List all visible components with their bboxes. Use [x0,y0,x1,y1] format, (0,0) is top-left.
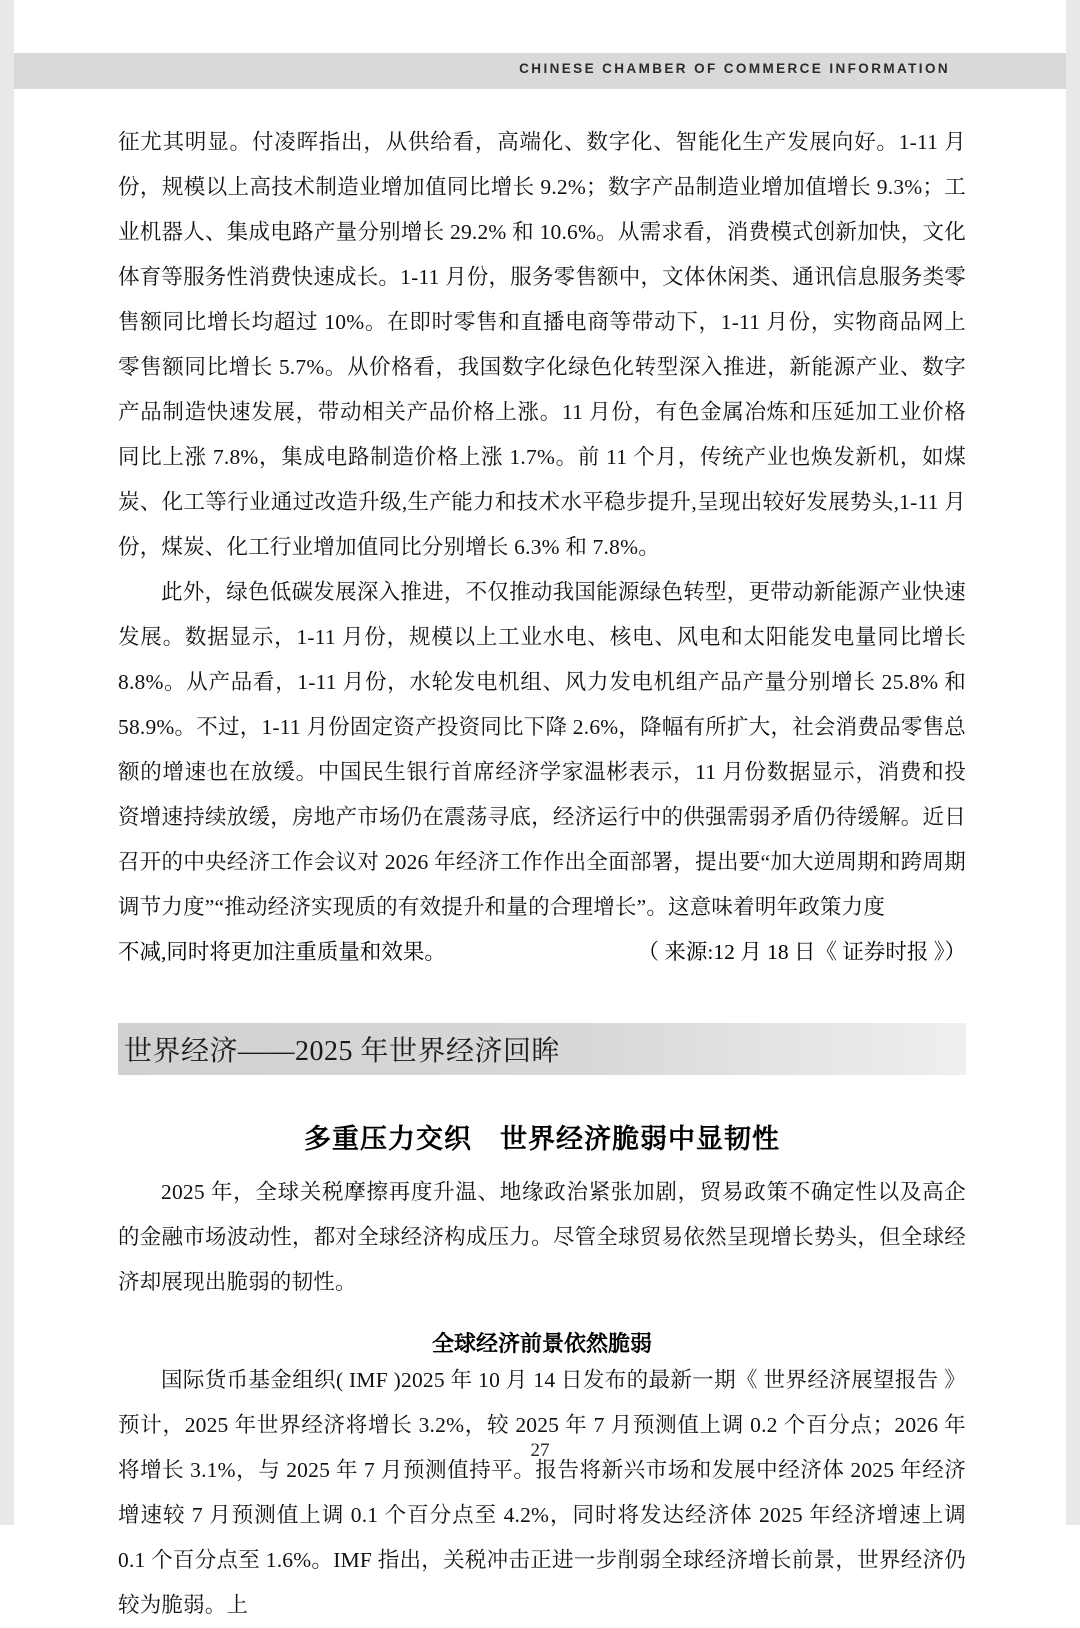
source-attribution: （ 来源:12 月 18 日《 证券时报 》） [637,940,966,964]
paragraph-2-tail: 不减,同时将更加注重质量和效果。 [118,940,446,964]
running-head: CHINESE CHAMBER OF COMMERCE INFORMATION [519,61,950,76]
left-margin-bar [0,0,14,1525]
page-number: 27 [530,1440,550,1461]
section-banner-title: 世界经济——2025 年世界经济回眸 [124,1036,561,1067]
source-line-row [118,930,966,975]
continued-paragraph-2: 此外，绿色低碳发展深入推进，不仅推动我国能源绿色转型，更带动新能源产业快速发展。数据显示，1-11 月份，规模以上工业水电、核电、风电和太阳能发电量同比增长 8.8%。从产品看，1-11 月份，水轮发电机组、风力发电机组产品产量分别增长 25.8% 和 58.9%。不过，1-11 月份固定资产投资同比下降 2.6%，降幅有所扩大，社会消费品零售总额的增速也在放缓。中国民生银行首席经济学家温彬表示，11 月份数据显示，消费和投资增速持续放缓，房地产市场仍在震荡寻底，经济运行中的供强需弱矛盾仍待缓解。近日召开的中央经济工作会议对 2026 年经济工作作出全面部署，提出要“加大逆周期和跨周期调节力度”“推动经济实现质的有效提升和量的合理增长”。这意味着明年政策力度 [118,580,966,919]
page-content [118,120,966,1628]
continued-paragraph-1: 征尤其明显。付凌晖指出，从供给看，高端化、数字化、智能化生产发展向好。1-11 月份，规模以上高技术制造业增加值同比增长 9.2%；数字产品制造业增加值增长 9.3%；工业机器人、集成电路产量分别增长 29.2% 和 10.6%。从需求看，消费模式创新加快，文化体育等服务性消费快速成长。1-11 月份，服务零售额中，文体休闲类、通讯信息服务类零售额同比增长均超过 10%。在即时零售和直播电商等带动下，1-11 月份，实物商品网上零售额同比增长 5.7%。从价格看，我国数字化绿色化转型深入推进，新能源产业、数字产品制造快速发展，带动相关产品价格上涨。11 月份，有色金属冶炼和压延加工业价格同比上涨 7.8%，集成电路制造价格上涨 1.7%。前 11 个月，传统产业也焕发新机，如煤炭、化工等行业通过改造升级,生产能力和技术水平稳步提升,呈现出较好发展势头,1-11 月份，煤炭、化工行业增加值同比分别增长 6.3% 和 7.8%。 [118,130,966,559]
section-banner [118,1023,966,1075]
article-lead-paragraph: 2025 年，全球关税摩擦再度升温、地缘政治紧张加剧，贸易政策不确定性以及高企的金融市场波动性，都对全球经济构成压力。尽管全球贸易依然呈现增长势头，但全球经济却展现出脆弱的韧性。 [118,1180,966,1294]
article-subhead-1: 全球经济前景依然脆弱 [431,1331,652,1356]
right-margin-bar [1066,0,1080,1525]
article-title: 多重压力交织 世界经济脆弱中显韧性 [304,1124,780,1154]
article-paragraph-1: 国际货币基金组织( IMF )2025 年 10 月 14 日发布的最新一期《 世界经济展望报告 》预计，2025 年世界经济将增长 3.2%，较 2025 年 7 月预测值上调 0.2 个百分点；2026 年将增长 3.1%，与 2025 年 7 月预测值持平。报告将新兴市场和发展中经济体 2025 年经济增速较 7 月预测值上调 0.1 个百分点至 4.2%，同时将发达经济体 2025 年经济增速上调 0.1 个百分点至 1.6%。IMF 指出，关税冲击正进一步削弱全球经济增长前景，世界经济仍较为脆弱。上 [118,1368,966,1617]
